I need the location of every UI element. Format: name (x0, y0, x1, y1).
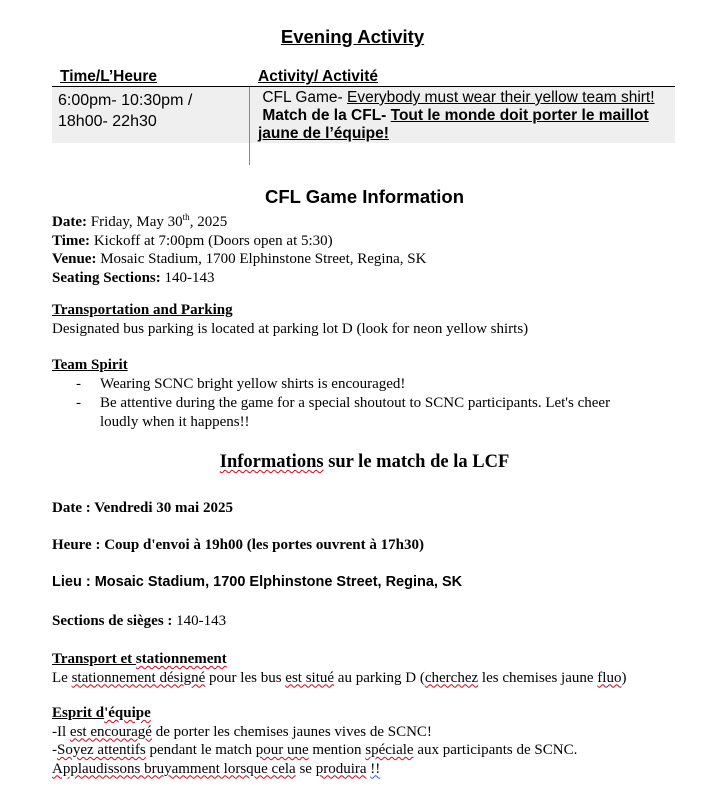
lcf-spirit-line: Applaudissons bruyamment lorsque cela se produira !! (52, 760, 381, 777)
activity-cell (258, 89, 678, 143)
lcf-venue: Lieu : Mosaic Stadium, 1700 Elphinstone Street, Regina, SK (52, 574, 463, 590)
game-time: Time: Kickoff at 7:00pm (Doors open at 5:30) (52, 232, 333, 249)
cfl-info-title: CFL Game Information (264, 186, 465, 207)
lcf-seating: Sections de sièges : 140-143 (52, 613, 227, 629)
activity-french: Match de la CFL- Tout le monde doit porter le maillot (262, 107, 649, 124)
list-item: - Wearing SCNC bright yellow shirts is encouraged! (76, 375, 406, 392)
list-item-continuation: loudly when it happens!! (100, 413, 250, 430)
lcf-time: Heure : Coup d'envoi à 19h00 (les portes ouvrent à 17h30) (52, 537, 424, 553)
time-cell: 6:00pm- 10:30pm / 18h00- 22h30 (58, 92, 193, 130)
team-spirit-heading: Team Spirit (52, 357, 128, 373)
lcf-transport-section (52, 650, 702, 687)
transport-text: Designated bus parking is located at parking lot D (look for neon yellow shirts) (52, 320, 529, 337)
lcf-transport-text: Le stationnement désigné pour les bus est situé au parking D (cherchez les chemises jaune fluo) (52, 669, 627, 686)
lcf-spirit-heading: Esprit d'équipe (52, 705, 151, 721)
activity-column-header: Activity/ Activité (258, 68, 379, 85)
cfl-info-details (52, 208, 692, 287)
game-venue: Venue: Mosaic Stadium, 1700 Elphinstone Street, Regina, SK (52, 251, 427, 267)
game-seating: Seating Sections: 140-143 (52, 269, 215, 286)
lcf-spirit-line: -Soyez attentifs pendant le match pour une mention spéciale aux participants de SCNC. (52, 742, 578, 758)
list-item: - Be attentive during the game for a special shoutout to SCNC participants. Let's cheer (76, 394, 611, 411)
activity-table (52, 66, 675, 166)
lcf-info-title: Informations sur le match de la LCF (219, 452, 510, 472)
lcf-date: Date : Vendredi 30 mai 2025 (52, 500, 233, 516)
time-column-header: Time/L’Heure (60, 68, 158, 85)
team-spirit-section (52, 356, 692, 432)
activity-french-cont: jaune de l’équipe! (258, 125, 389, 142)
transport-heading: Transportation and Parking (52, 302, 233, 318)
lcf-spirit-section (52, 704, 702, 778)
evening-activity-title: Evening Activity (280, 26, 425, 47)
game-date: Date: Friday, May 30th, 2025 (52, 212, 228, 230)
lcf-spirit-line: -Il est encouragé de porter les chemises jaunes vives de SCNC! (52, 723, 432, 740)
table-column-divider (249, 87, 250, 165)
transport-section (52, 301, 692, 338)
activity-english: CFL Game- Everybody must wear their yellow team shirt! (262, 89, 655, 106)
lcf-transport-heading: Transport et stationnement (52, 651, 227, 667)
